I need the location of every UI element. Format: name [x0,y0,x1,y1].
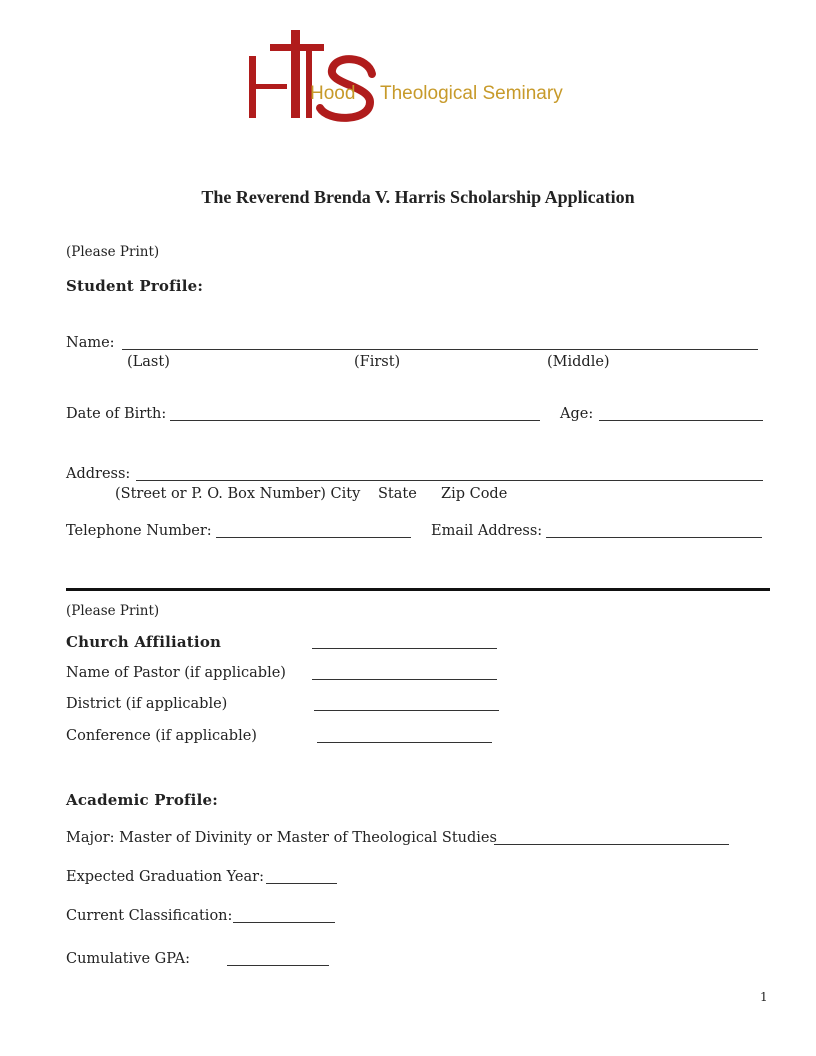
name-middle-sublabel: (Middle) [547,354,610,370]
name-first-sublabel: (First) [354,354,401,370]
name-label: Name: [66,335,115,351]
classification-label: Current Classification: [66,908,233,924]
dob-label: Date of Birth: [66,406,167,422]
logo [240,26,600,126]
print-note-church: (Please Print) [66,603,160,619]
classification-field[interactable] [233,922,335,923]
graduation-year-label: Expected Graduation Year: [66,869,264,885]
telephone-field[interactable] [216,537,411,538]
gpa-label: Cumulative GPA: [66,951,191,967]
district-field[interactable] [314,710,499,711]
conference-field[interactable] [317,742,492,743]
academic-profile-heading: Academic Profile: [66,791,218,809]
logo-seminary-text: Theological Seminary [380,83,563,104]
address-state-sublabel: State [378,486,417,502]
age-label: Age: [560,406,594,422]
name-field[interactable] [122,349,758,350]
major-label: Major: Master of Divinity or Master of Theological Studies [66,830,497,846]
address-zip-sublabel: Zip Code [441,486,508,502]
telephone-label: Telephone Number: [66,523,212,539]
district-label: District (if applicable) [66,696,228,712]
pastor-label: Name of Pastor (if applicable) [66,665,286,681]
student-profile-heading: Student Profile: [66,277,204,295]
major-field[interactable] [494,844,729,845]
address-street-city-sublabel: (Street or P. O. Box Number) City [115,486,361,502]
email-label: Email Address: [431,523,543,539]
name-last-sublabel: (Last) [127,354,170,370]
email-field[interactable] [546,537,762,538]
address-label: Address: [66,466,131,482]
page-number: 1 [760,990,768,1004]
church-affiliation-field[interactable] [312,648,497,649]
dob-field[interactable] [170,420,540,421]
hts-logo-mark [240,26,390,126]
church-affiliation-heading: Church Affiliation [66,633,222,651]
graduation-year-field[interactable] [266,883,337,884]
pastor-field[interactable] [312,679,497,680]
gpa-field[interactable] [227,965,329,966]
logo-hood-text: Hood [310,83,356,104]
page-title: The Reverend Brenda V. Harris Scholarship Application [201,187,635,207]
section-divider [66,588,770,591]
print-note-student: (Please Print) [66,244,160,260]
age-field[interactable] [599,420,763,421]
address-field[interactable] [136,480,763,481]
conference-label: Conference (if applicable) [66,728,257,744]
